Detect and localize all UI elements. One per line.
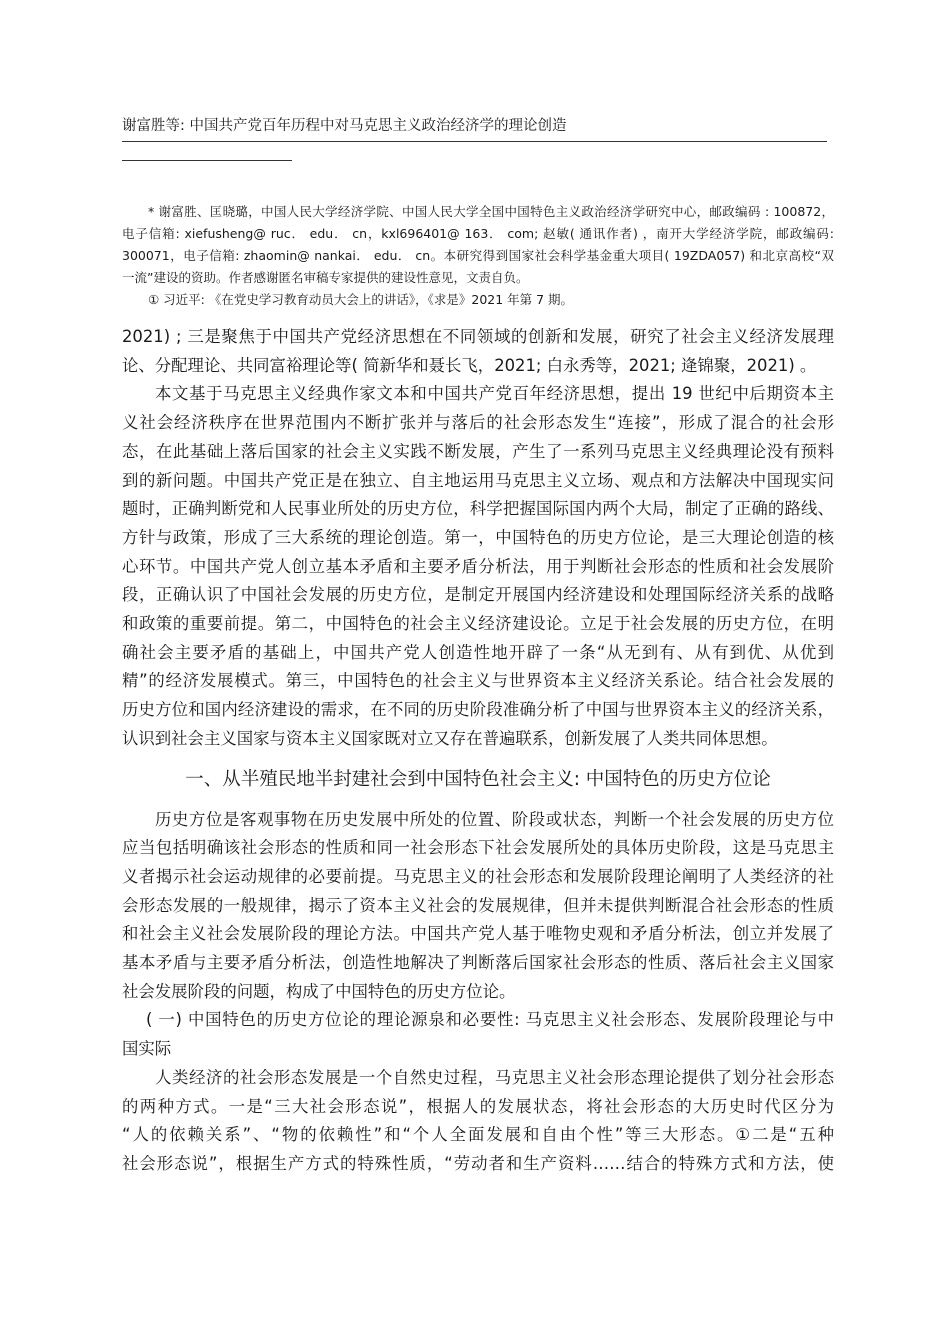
paragraph-line: 心环节。中国共产党人创立基本矛盾和主要矛盾分析法，用于判断社会形态的性质和社会发展阶 (122, 556, 834, 576)
subsection-heading: ( 一) 中国特色的历史方位论的理论源泉和必要性: 马克思主义社会形态、发展阶段理论与中 (146, 1010, 834, 1030)
paragraph-line: 人类经济的社会形态发展是一个自然史过程，马克思主义社会形态理论提供了划分社会形态 (155, 1067, 834, 1087)
header-rule (122, 141, 827, 142)
paragraph-line: 会形态发展的一般规律，揭示了资本主义社会的发展规律，但并未提供判断混合社会形态的性质 (122, 895, 834, 915)
paragraph-line: 社会发展阶段的问题，构成了中国特色的历史方位论。 (122, 981, 516, 1001)
paragraph-line: 态，在此基础上落后国家的社会主义实践不断发展，产生了一系列马克思主义经典理论没有预料 (122, 441, 834, 461)
running-head: 谢富胜等: 中国共产党百年历程中对马克思主义政治经济学的理论创造 (122, 118, 567, 134)
footnote-line: * 谢富胜、匡晓璐，中国人民大学经济学院、中国人民大学全国中国特色主义政治经济学研究中心，邮政编码 : 100872， (148, 204, 834, 219)
paragraph-line: 确社会主要矛盾的基础上，中国共产党人创造性地开辟了一条“从无到有、从有到优、从优到 (122, 642, 834, 662)
footnote-line: 一流”建设的资助。作者感谢匿名审稿专家提供的建设性意见，文责自负。 (122, 270, 529, 285)
paragraph-line: 题时，正确判断党和人民事业所处的历史方位，科学把握国际国内两个大局，制定了正确的路线、 (122, 499, 834, 519)
paragraph-line: 精”的经济发展模式。第三，中国特色的社会主义与世界资本主义经济关系论。结合社会发展的 (122, 671, 834, 691)
paragraph-line: 2021) ; 三是聚焦于中国共产党经济思想在不同领域的创新和发展，研究了社会主义经济发展理 (122, 327, 834, 346)
paragraph-line: 的两种方式。一是“三大社会形态说”，根据人的发展状态，将社会形态的大历史时代区分为 (122, 1096, 834, 1116)
paragraph-line: 到的新问题。中国共产党正是在独立、自主地运用马克思主义立场、观点和方法解决中国现实问 (122, 470, 834, 490)
paragraph-line: 社会形态说”，根据生产方式的特殊性质，“劳动者和生产资料……结合的特殊方式和方法，使 (122, 1153, 834, 1173)
footnote-line: 电子信箱: xiefusheng@ ruc． edu． cn，kxl696401@ 163． com; 赵敏( 通讯作者) ，南开大学经济学院，邮政编码: (122, 226, 834, 241)
footnote-rule (122, 160, 292, 161)
paragraph-line: 论、分配理论、共同富裕理论等( 简新华和聂长飞，2021; 白永秀等，2021; 逄锦聚，2021) 。 (122, 355, 817, 375)
paragraph-line: 历史方位和国内经济建设的需求，在不同的历史阶段准确分析了中国与世界资本主义的经济关系， (122, 700, 834, 720)
paragraph-line: 和社会主义社会发展阶段的理论方法。中国共产党人基于唯物史观和矛盾分析法，创立并发展了 (122, 924, 834, 944)
paragraph-line: 认识到社会主义国家与资本主义国家既对立又存在普遍联系，创新发展了人类共同体思想。 (122, 728, 778, 748)
paragraph-line: 和政策的重要前提。第二，中国特色的社会主义经济建设论。立足于社会发展的历史方位，在明 (122, 614, 834, 634)
paragraph-line: 基本矛盾与主要矛盾分析法，创造性地解决了判断落后国家社会形态的性质、落后社会主义国家 (122, 953, 834, 973)
footnote-1: ① 习近平: 《在党史学习教育动员大会上的讲话》，《求是》2021 年第 7 期。 (148, 292, 574, 307)
footnote-line: 300071，电子信箱: zhaomin@ nankai． edu． cn。本研究得到国家社会科学基金重大项目( 19ZDA057) 和北京高校“双 (122, 248, 834, 263)
paragraph-line: 义者揭示社会运动规律的必要前提。马克思主义的社会形态和发展阶段理论阐明了人类经济的社 (122, 866, 834, 886)
paragraph-line: 历史方位是客观事物在历史发展中所处的位置、阶段或状态，判断一个社会发展的历史方位 (155, 809, 834, 829)
paragraph-line: 本文基于马克思主义经典作家文本和中国共产党百年经济思想，提出 19 世纪中后期资本主 (155, 384, 834, 404)
subsection-heading: 国实际 (122, 1039, 172, 1059)
section-heading: 一、从半殖民地半封建社会到中国特色社会主义: 中国特色的历史方位论 (185, 768, 771, 790)
paragraph-line: 段，正确认识了中国社会发展的历史方位，是制定开展国内经济建设和处理国际经济关系的战略 (122, 585, 834, 605)
paragraph-line: 义社会经济秩序在世界范围内不断扩张并与落后的社会形态发生“连接”，形成了混合的社会形 (122, 413, 834, 433)
paragraph-line: “人的依赖关系”、“物的依赖性”和“个人全面发展和自由个性”等三大形态。①二是“五种 (122, 1125, 834, 1145)
paragraph-line: 方针与政策，形成了三大系统的理论创造。第一，中国特色的历史方位论，是三大理论创造的核 (122, 527, 834, 547)
footnotes (122, 201, 834, 311)
body-text (122, 323, 834, 1179)
paragraph-line: 应当包括明确该社会形态的性质和同一社会形态下社会发展所处的具体历史阶段，这是马克思主 (122, 838, 834, 858)
